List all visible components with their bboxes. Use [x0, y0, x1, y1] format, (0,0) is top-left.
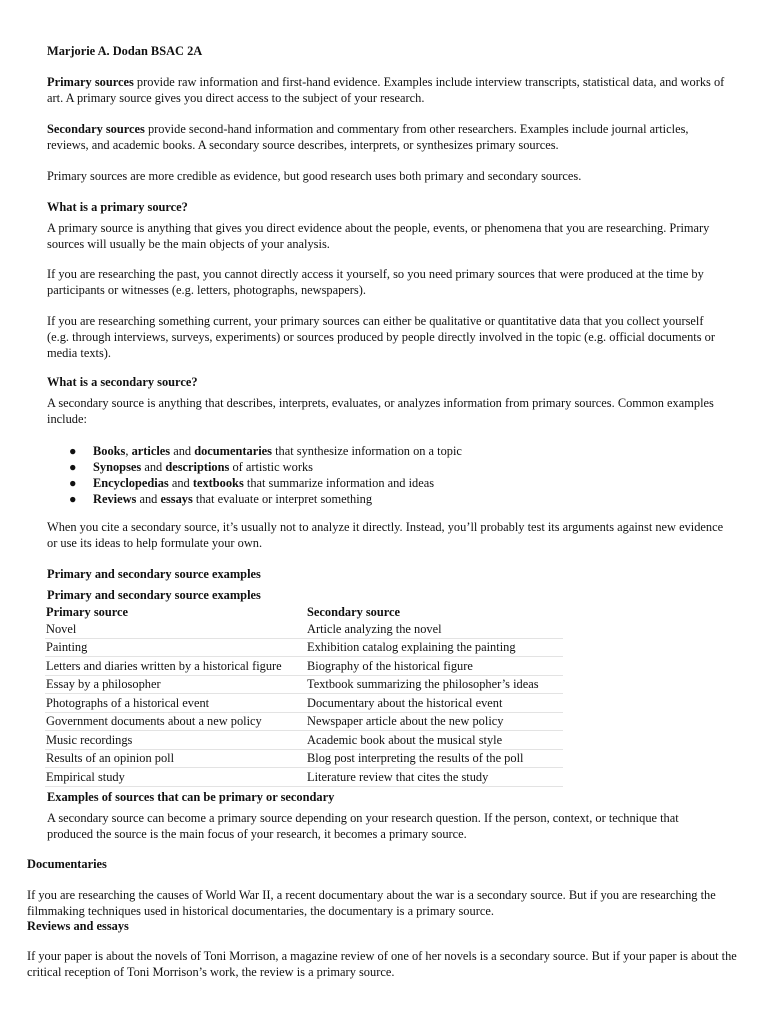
examples-heading: Primary and secondary source examples — [47, 567, 261, 581]
secondary-section-paragraph-1: A secondary source is anything that describes, interprets, evaluates, or analyzes information from primary sources. Common examples include: — [47, 396, 714, 426]
primary-cell: Letters and diaries written by a historical figure — [45, 657, 306, 676]
secondary-cell: Biography of the historical figure — [306, 657, 563, 676]
primary-section-paragraph-1: A primary source is anything that gives you direct evidence about the people, events, or phenomena that you are researching. Primary sources will usually be the main objects of your analysis. — [47, 221, 710, 251]
table-row — [45, 675, 563, 694]
primary-cell: Essay by a philosopher — [45, 675, 306, 694]
intro-secondary-paragraph — [47, 121, 727, 153]
list-item: ● Synopses and descriptions of artistic works — [69, 460, 313, 474]
secondary-section-paragraph-2: When you cite a secondary source, it’s usually not to analyze it directly. Instead, you’ll probably test its arguments against new evidence or use its ideas to help formulate your own. — [47, 520, 724, 550]
table-row — [45, 768, 563, 787]
bullet-icon: ● — [69, 444, 77, 458]
credibility-paragraph: Primary sources are more credible as evidence, but good research uses both primary and secondary sources. — [47, 169, 582, 183]
table-row — [45, 638, 563, 657]
source-examples-table — [45, 604, 563, 787]
secondary-cell: Documentary about the historical event — [306, 694, 563, 713]
list-item: ● Books, articles and documentaries that synthesize information on a topic — [69, 444, 462, 458]
documentaries-paragraph: If you are researching the causes of World War II, a recent documentary about the war is a secondary source. But if you are researching the filmmaking techniques used in historical documentaries, the documentary is a primary source. — [27, 888, 716, 918]
primary-cell: Empirical study — [45, 768, 306, 787]
secondary-cell: Article analyzing the novel — [306, 620, 563, 638]
either-paragraph: A secondary source can become a primary source depending on your research question. If the person, context, or technique that produced the source is the main focus of your research, it becomes a primary source. — [47, 811, 679, 841]
reviews-paragraph: If your paper is about the novels of Toni Morrison, a magazine review of one of her novels is a secondary source. But if your paper is about the critical reception of Toni Morrison’s work, the review is a primary source. — [27, 949, 737, 979]
secondary-term: Secondary sources — [47, 122, 145, 136]
bullet-icon: ● — [69, 476, 77, 490]
secondary-cell: Literature review that cites the study — [306, 768, 563, 787]
list-item: ● Reviews and essays that evaluate or interpret something — [69, 492, 373, 506]
bullet-icon: ● — [69, 460, 77, 474]
bullet-icon: ● — [69, 492, 77, 506]
list-item: ● Encyclopedias and textbooks that summarize information and ideas — [69, 476, 435, 490]
secondary-cell: Academic book about the musical style — [306, 731, 563, 750]
secondary-examples-list — [47, 443, 687, 507]
column-header-primary: Primary source — [46, 605, 129, 619]
primary-term: Primary sources — [47, 75, 134, 89]
table-row — [45, 657, 563, 676]
secondary-section-heading: What is a secondary source? — [47, 375, 198, 389]
primary-section-paragraph-2: If you are researching the past, you cannot directly access it yourself, so you need primary sources that were produced at the time by participants or witnesses (e.g. letters, photographs, newspapers). — [47, 267, 704, 297]
table-header-row — [45, 604, 563, 620]
primary-section-paragraph-3: If you are researching something current, your primary sources can either be qualitative or quantitative data that you collect yourself (e.g. through interviews, surveys, experiments) or sources produced by people directly involved in the topic (e.g. official documents or media texts). — [47, 314, 715, 360]
table-row — [45, 749, 563, 768]
primary-cell: Photographs of a historical event — [45, 694, 306, 713]
documentaries-heading: Documentaries — [27, 857, 107, 871]
primary-section-heading: What is a primary source? — [47, 200, 188, 214]
reviews-heading: Reviews and essays — [27, 919, 129, 933]
secondary-cell: Blog post interpreting the results of the poll — [306, 749, 563, 768]
primary-cell: Novel — [45, 620, 306, 638]
either-heading: Examples of sources that can be primary or secondary — [47, 790, 335, 804]
table-row — [45, 731, 563, 750]
secondary-cell: Exhibition catalog explaining the painting — [306, 638, 563, 657]
secondary-cell: Newspaper article about the new policy — [306, 712, 563, 731]
secondary-cell: Textbook summarizing the philosopher’s ideas — [306, 675, 563, 694]
author-header: Marjorie A. Dodan BSAC 2A — [47, 44, 203, 58]
column-header-secondary: Secondary source — [307, 605, 401, 619]
secondary-definition: provide second-hand information and commentary from other researchers. Examples include journal articles, reviews, and academic books. A secondary source describes, interprets, or synthesizes primary sources. — [47, 122, 689, 152]
primary-cell: Music recordings — [45, 731, 306, 750]
primary-cell: Results of an opinion poll — [45, 749, 306, 768]
primary-cell: Painting — [45, 638, 306, 657]
primary-cell: Government documents about a new policy — [45, 712, 306, 731]
primary-definition: provide raw information and first-hand evidence. Examples include interview transcripts, statistical data, and works of art. A primary source gives you direct access to the subject of your research. — [47, 75, 725, 105]
examples-table-caption: Primary and secondary source examples — [47, 588, 261, 602]
table-row — [45, 712, 563, 731]
table-row — [45, 620, 563, 638]
intro-primary-paragraph — [47, 74, 727, 106]
table-row — [45, 694, 563, 713]
